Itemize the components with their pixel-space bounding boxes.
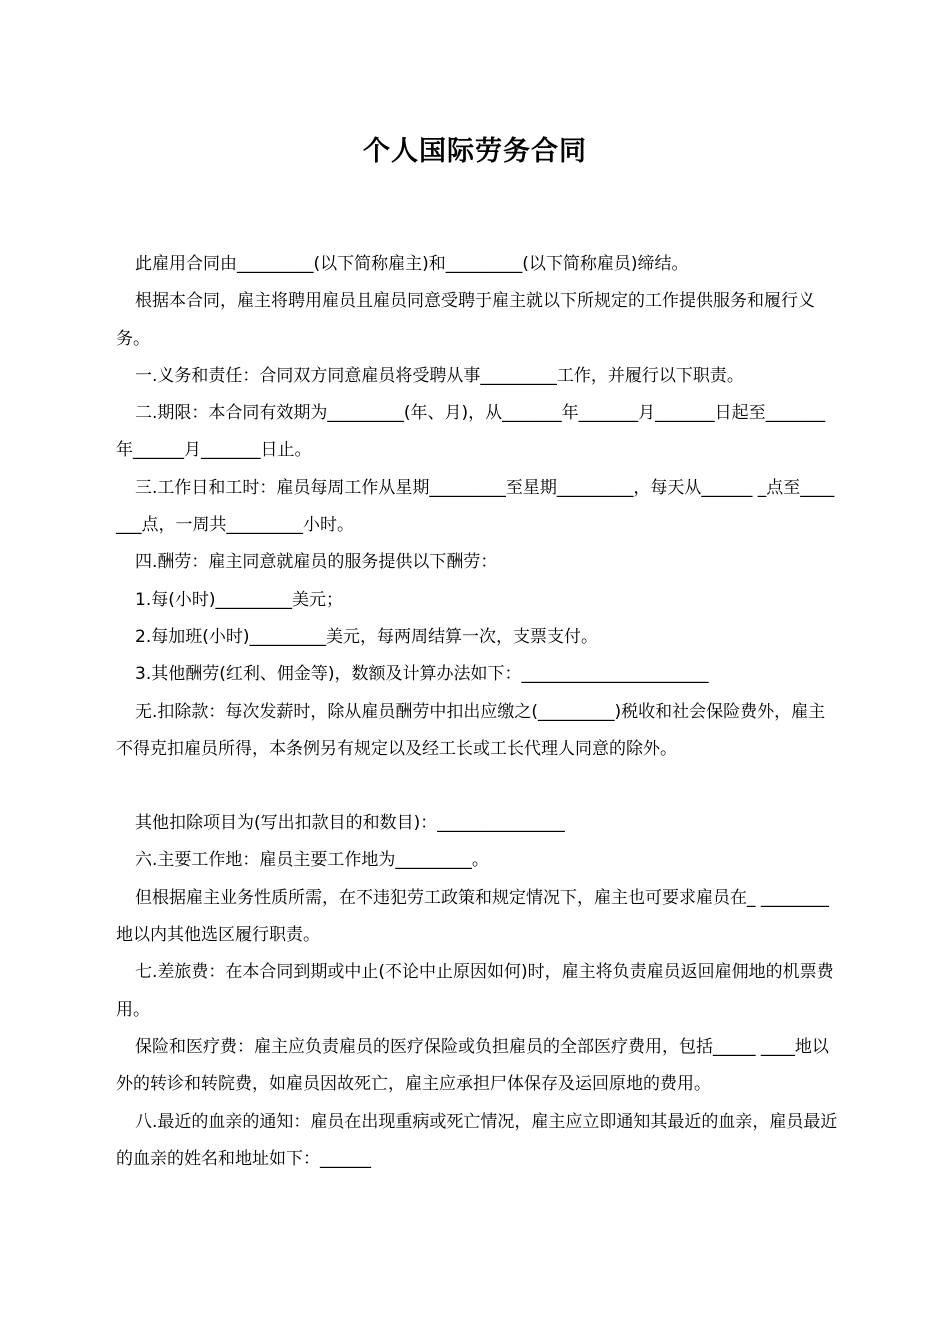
clause-travel-expenses: 七.差旅费：在本合同到期或中止(不论中止原因如何)时，雇主将负责雇员返回雇佣地的机票费用。	[116, 962, 834, 1020]
clause-remuneration: 四.酬劳：雇主同意就雇员的服务提供以下酬劳：	[135, 552, 498, 573]
paragraph-other-deductions: 其他扣除项目为(写出扣款目的和数目)：_______________	[135, 813, 565, 834]
remuneration-item-overtime: 2.每加班(小时)_________美元，每两周结算一次，支票支付。	[135, 626, 598, 647]
document-title: 个人国际劳务合同	[363, 136, 587, 167]
paragraph-preamble: 此雇用合同由_________(以下简称雇主)和_________(以下简称雇员)缔结。	[135, 254, 689, 274]
clause-deductions: 无.扣除款：每次发薪时，除从雇员酬劳中扣出应缴之(_________)税收和社会保险费外，雇主不得克扣雇员所得，本条例另有规定以及经工长或工长代理人同意的除外。	[116, 701, 826, 759]
document-body	[116, 246, 838, 1178]
paragraph-insurance-medical: 保险和医疗费：雇主应负责雇员的医疗保险或负担雇员的全部医疗费用，包括_____ ____地以外的转诊和转院费，如雇员因故死亡，雇主应承担尸体保存及运回原地的费用。	[116, 1036, 829, 1095]
clause-next-of-kin: 八.最近的血亲的通知：雇员在出现重病或死亡情况，雇主应立即通知其最近的血亲，雇员最近的血亲的姓名和地址如下：______	[116, 1111, 838, 1169]
remuneration-item-other: 3.其他酬劳(红利、佣金等)，数额及计算办法如下：______________________	[135, 664, 709, 685]
clause-working-hours: 三.工作日和工时：雇员每周工作从星期_________至星期_________，每天从______ _点至_______点，一周共_________小时。	[116, 477, 835, 536]
paragraph-agreement: 根据本合同，雇主将聘用雇员且雇员同意受聘于雇主就以下所规定的工作提供服务和履行义务。	[116, 291, 815, 349]
clause-term: 二.期限：本合同有效期为_________(年、月)，从_______年_______月_______日起至_______年______月_______日止。	[116, 403, 826, 461]
clause-workplace: 六.主要工作地：雇员主要工作地为_________。	[135, 850, 489, 871]
paragraph-workplace-exception: 但根据雇主业务性质所需，在不违犯劳工政策和规定情况下，雇主也可要求雇员在_ ________地以内其他选区履行职责。	[116, 887, 829, 946]
remuneration-item-hourly: 1.每(小时)_________美元；	[135, 589, 343, 610]
clause-duties: 一.义务和责任：合同双方同意雇员将受聘从事_________工作，并履行以下职责。	[135, 365, 744, 386]
